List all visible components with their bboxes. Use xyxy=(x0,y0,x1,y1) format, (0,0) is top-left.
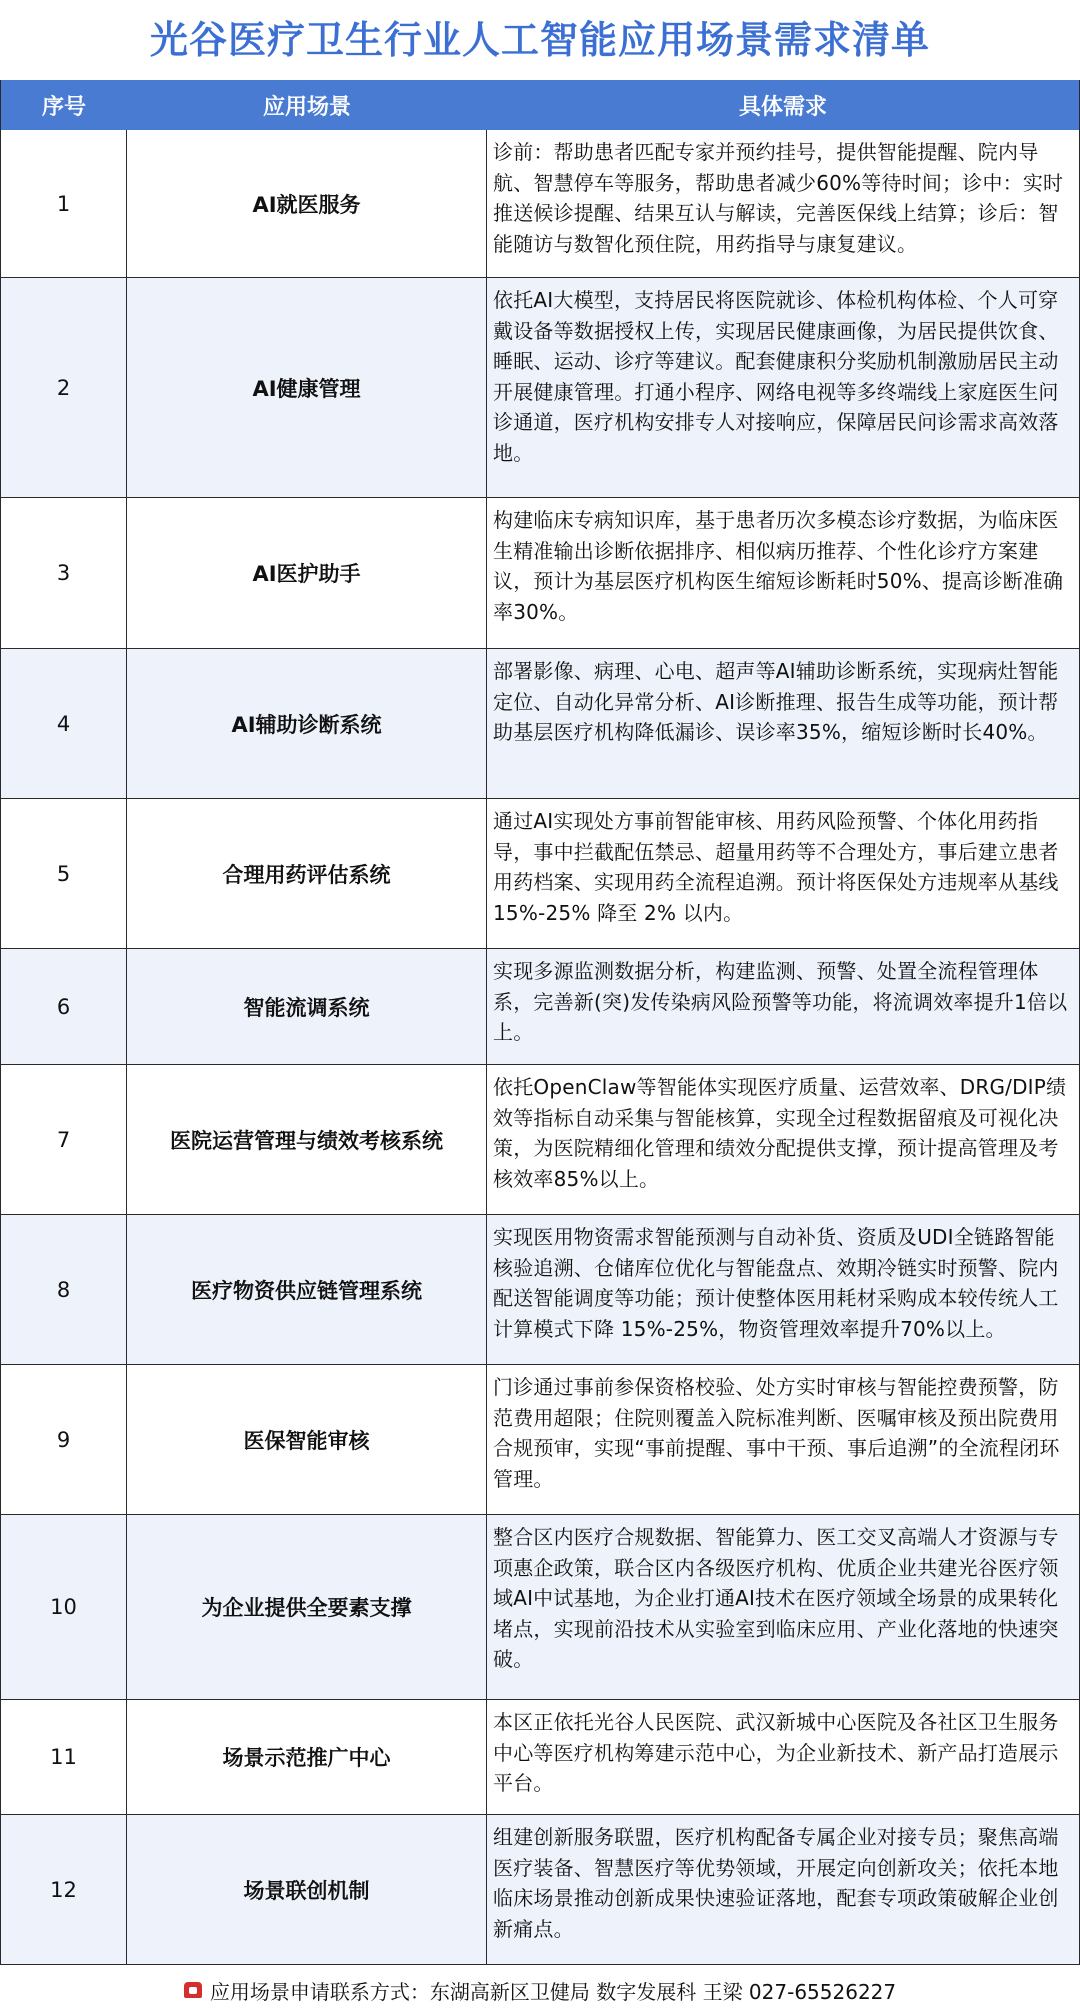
row-requirement: 组建创新服务联盟，医疗机构配备专属企业对接专员；聚焦高端医疗装备、智慧医疗等优势领域，开展定向创新攻关；依托本地临床场景推动创新成果快速验证落地，配套专项政策破解企业创新痛点。 xyxy=(493,1825,1059,1941)
row-index: 2 xyxy=(1,278,127,497)
row-scene: 医院运营管理与绩效考核系统 xyxy=(127,1065,487,1214)
row-scene: 为企业提供全要素支撑 xyxy=(127,1515,487,1699)
table-row xyxy=(1,1065,1079,1215)
row-requirement: 本区正依托光谷人民医院、武汉新城中心医院及各社区卫生服务中心等医疗机构筹建示范中心，为企业新技术、新产品打造展示平台。 xyxy=(493,1710,1059,1795)
table-row xyxy=(1,498,1079,649)
header-index: 序号 xyxy=(41,94,86,120)
row-requirement: 通过AI实现处方事前智能审核、用药风险预警、个体化用药指导，事中拦截配伍禁忌、超量用药等不合理处方，事后建立患者用药档案、实现用药全流程追溯。预计将医保处方违规率从基线 15%-25% 降至 2% 以内。 xyxy=(493,809,1059,925)
row-requirement: 部署影像、病理、心电、超声等AI辅助诊断系统，实现病灶智能定位、自动化异常分析、AI诊断推理、报告生成等功能，预计帮助基层医疗机构降低漏诊、误诊率35%，缩短诊断时长40%。 xyxy=(493,659,1059,744)
contact-footer xyxy=(0,1965,1080,2015)
row-scene: 医疗物资供应链管理系统 xyxy=(127,1215,487,1364)
table-row xyxy=(1,649,1079,799)
requirements-table xyxy=(0,80,1080,1965)
table-row xyxy=(1,1700,1079,1815)
row-scene: 医保智能审核 xyxy=(127,1365,487,1514)
row-index: 3 xyxy=(1,498,127,648)
row-scene: AI辅助诊断系统 xyxy=(127,649,487,798)
table-row xyxy=(1,1515,1079,1700)
row-index: 9 xyxy=(1,1365,127,1514)
row-scene: 智能流调系统 xyxy=(127,949,487,1064)
row-index: 6 xyxy=(1,949,127,1064)
row-requirement: 依托OpenClaw等智能体实现医疗质量、运营效率、DRG/DIP绩效等指标自动采集与智能核算，实现全过程数据留痕及可视化决策，为医院精细化管理和绩效分配提供支撑，预计提高管理及考核效率85%以上。 xyxy=(493,1075,1067,1191)
table-row xyxy=(1,130,1079,278)
table-header xyxy=(1,80,1079,130)
row-requirement: 诊前：帮助患者匹配专家并预约挂号，提供智能提醒、院内导航、智慧停车等服务，帮助患者减少60%等待时间；诊中：实时推送候诊提醒、结果互认与解读，完善医保线上结算；诊后：智能随访与数智化预住院，用药指导与康复建议。 xyxy=(493,140,1064,256)
row-index: 10 xyxy=(1,1515,127,1699)
row-requirement: 构建临床专病知识库，基于患者历次多模态诊疗数据，为临床医生精准输出诊断依据排序、相似病历推荐、个性化诊疗方案建议，预计为基层医疗机构医生缩短诊断耗时50%、提高诊断准确率30%。 xyxy=(493,508,1064,624)
table-row xyxy=(1,949,1079,1065)
contact-text: 应用场景申请联系方式：东湖高新区卫健局 数字发展科 王梁 027-65526227 xyxy=(209,1979,897,2004)
row-requirement: 门诊通过事前参保资格校验、处方实时审核与智能控费预警，防范费用超限；住院则覆盖入院标准判断、医嘱审核及预出院费用合规预审，实现“事前提醒、事中干预、事后追溯”的全流程闭环管理。 xyxy=(493,1375,1060,1491)
table-row xyxy=(1,278,1079,498)
page-title: 光谷医疗卫生行业人工智能应用场景需求清单 xyxy=(149,18,930,62)
table-row xyxy=(1,1815,1079,1965)
telephone-icon xyxy=(184,1982,202,1998)
header-scene: 应用场景 xyxy=(262,94,351,120)
table-row xyxy=(1,799,1079,949)
row-scene: 场景联创机制 xyxy=(127,1815,487,1964)
row-index: 5 xyxy=(1,799,127,948)
row-index: 1 xyxy=(1,130,127,277)
header-requirement: 具体需求 xyxy=(738,94,827,120)
row-index: 7 xyxy=(1,1065,127,1214)
row-scene: AI健康管理 xyxy=(127,278,487,497)
row-index: 8 xyxy=(1,1215,127,1364)
table-row xyxy=(1,1215,1079,1365)
row-requirement: 实现多源监测数据分析，构建监测、预警、处置全流程管理体系，完善新(突)发传染病风险预警等功能，将流调效率提升1倍以上。 xyxy=(493,959,1068,1044)
row-index: 12 xyxy=(1,1815,127,1964)
row-requirement: 依托AI大模型，支持居民将医院就诊、体检机构体检、个人可穿戴设备等数据授权上传，实现居民健康画像，为居民提供饮食、睡眠、运动、诊疗等建议。配套健康积分奖励机制激励居民主动开展健康管理。打通小程序、网络电视等多终端线上家庭医生问诊通道，医疗机构安排专人对接响应，保障居民问诊需求高效落地。 xyxy=(493,288,1059,465)
row-scene: AI医护助手 xyxy=(127,498,487,648)
row-index: 4 xyxy=(1,649,127,798)
row-requirement: 实现医用物资需求智能预测与自动补货、资质及UDI全链路智能核验追溯、仓储库位优化与智能盘点、效期冷链实时预警、院内配送智能调度等功能；预计使整体医用耗材采购成本较传统人工计算模式下降 15%-25%，物资管理效率提升70%以上。 xyxy=(493,1225,1059,1341)
row-requirement: 整合区内医疗合规数据、智能算力、医工交叉高端人才资源与专项惠企政策，联合区内各级医疗机构、优质企业共建光谷医疗领域AI中试基地，为企业打通AI技术在医疗领域全场景的成果转化堵点，实现前沿技术从实验室到临床应用、产业化落地的快速突破。 xyxy=(493,1525,1059,1671)
row-index: 11 xyxy=(1,1700,127,1814)
row-scene: 合理用药评估系统 xyxy=(127,799,487,948)
table-row xyxy=(1,1365,1079,1515)
row-scene: AI就医服务 xyxy=(127,130,487,277)
row-scene: 场景示范推广中心 xyxy=(127,1700,487,1814)
